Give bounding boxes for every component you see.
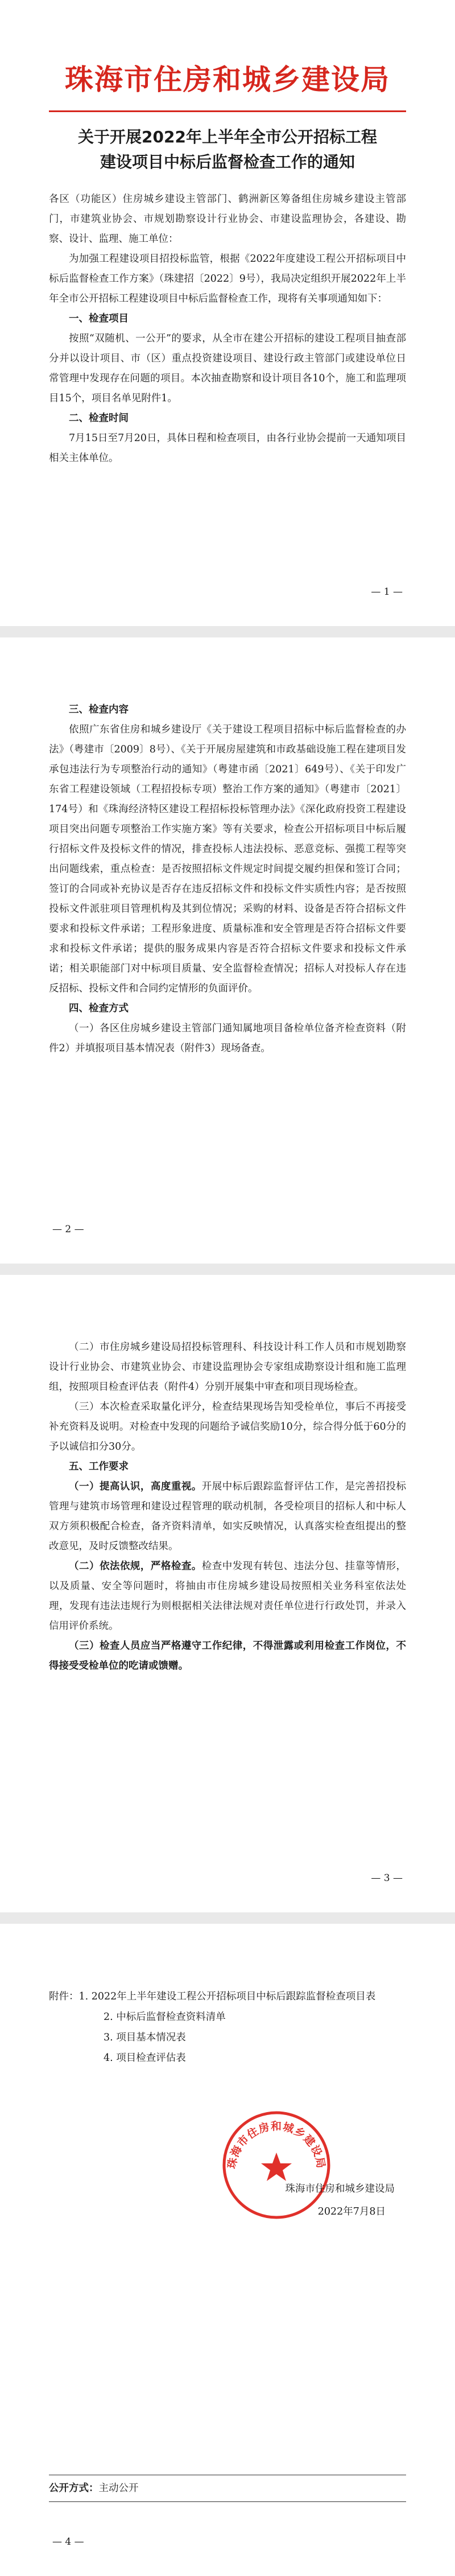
attachment-item-4[interactable]: 4. 项目检查评估表: [104, 2052, 186, 2064]
section-5-lead-1: （一）提高认识，高度重视。: [69, 1481, 202, 1492]
attachment-item-2[interactable]: 2. 中标后监督检查资料清单: [104, 2011, 226, 2023]
svg-text:珠海市住房和城乡建设局: 珠海市住房和城乡建设局: [225, 2120, 328, 2170]
section-heading-1: 一、检查项目: [69, 313, 129, 324]
section-5-lead-3: （三）检查人员应当严格遵守工作纪律，不得泄露或利用检查工作岗位，不得接受受检单位的吃请或馈赠。: [49, 1640, 406, 1672]
disclosure-value: 主动公开: [98, 2483, 139, 2494]
page-number-3: — 3 —: [371, 1873, 403, 1884]
disclosure-label: 公开方式：: [49, 2483, 99, 2494]
signing-organization: 珠海市住房和城乡建设局: [285, 2183, 395, 2195]
header-red-rule: [49, 110, 406, 112]
attachments-list: [49, 1986, 406, 2068]
section-5-text-1: 开展中标后跟踪监督评估工作，是完善招投标管理与建筑市场管理和建设过程管理的联动机制，各受检项目的招标人和中标人双方须积极配合检查，备齐资料清单，如实反映情况，认真落实检查组提出的整改意见，及时反馈整改结果。: [49, 1481, 406, 1552]
document-title: [49, 125, 406, 175]
page-4: [0, 1924, 455, 2576]
recipients-paragraph: 各区（功能区）住房城乡建设主管部门、鹤洲新区筹备组住房城乡建设主管部门，市建筑业协会、市规划勘察设计行业协会、市建设监理协会，各建设、勘察、设计、监理、施工单位：: [49, 194, 406, 245]
section-2-paragraph: 7月15日至7月20日，具体日程和检查项目，由各行业协会提前一天通知项目相关主体单位。: [49, 433, 406, 464]
page-2: [0, 637, 455, 1264]
agency-header-title: 珠海市住房和城乡建设局: [65, 63, 390, 96]
page-3: [0, 1275, 455, 1912]
attachment-item-3[interactable]: 3. 项目基本情况表: [104, 2032, 186, 2043]
section-3-paragraph: 依照广东省住房和城乡建设厅《关于建设工程项目招标中标后监督检查的办法》（粤建市〔2009〕8号）、《关于开展房屋建筑和市政基础设施工程在建项目发承包违法行为专项整治行动的通知》（粤建市函〔2021〕649号）、《关于印发广东省工程建设领域（工程招投标专项）整治工作方案的通知》（粤建市〔2021〕174号）和《珠海经济特区建设工程招标投标管理办法》《深化政府投资工程建设项目突出问题专项整治工作实施方案》等有关要求，检查公开招标项目中标后履行招标文件及投标文件的情况，排查投标人违法投标、恶意竞标、强揽工程等突出问题线索，重点检查：是否按照招标文件规定时间提交履约担保和签订合同；签订的合同或补充协议是否存在违反招标文件和投标文件实质性内容；是否按照投标文件派驻项目管理机构及其到位情况；采购的材料、设备是否符合招标文件要求和投标文件承诺；工程形象进度、质量标准和安全管理是否符合招标文件要求和投标文件承诺；提供的服务成果内容是否符合招标文件要求和投标文件承诺；相关职能部门对中标项目质量、安全监督检查情况；招标人对投标人存在违反招标、投标文件和合同约定情形的负面评价。: [49, 724, 406, 994]
section-heading-3: 三、检查内容: [69, 704, 129, 715]
section-heading-2: 二、检查时间: [69, 413, 129, 424]
section-5-paragraph-3: [49, 1636, 406, 1676]
document-title-line-2: 建设项目中标后监督检查工作的通知: [100, 153, 355, 171]
page-number-2: — 2 —: [52, 1224, 84, 1235]
signing-date: 2022年7月8日: [317, 2206, 386, 2217]
disclosure-line: [49, 2475, 406, 2501]
signature-block: [49, 2108, 406, 2239]
document-title-line-1: 关于开展2022年上半年全市公开招标工程: [78, 127, 377, 146]
section-heading-5: 五、工作要求: [69, 1461, 129, 1472]
attachment-item-1[interactable]: 附件：1. 2022年上半年建设工程公开招标项目中标后跟踪监督检查项目表: [49, 1991, 376, 2002]
section-5-lead-2: （二）依法依规，严格检查。: [69, 1561, 202, 1572]
section-4-paragraph-3: （三）本次检查采取量化评分，检查结果现场告知受检单位，事后不再接受补充资料及说明。对检查中发现的问题给予诚信奖励10分，综合得分低于60分的予以诚信扣分30分。: [49, 1401, 406, 1452]
attachments-label: 附件：: [49, 1991, 79, 2002]
disclosure-bottom-rule: [49, 2501, 406, 2502]
intro-paragraph: 为加强工程建设项目招投标监管，根据《2022年度建设工程公开招标项目中标后监督检查工作方案》（珠建招〔2022〕9号），我局决定组织开展2022年上半年全市公开招标工程建设项目中标后监督检查工作，现将有关事项通知如下：: [49, 253, 406, 304]
disclosure-block: [49, 2475, 406, 2502]
section-5-paragraph-1: [49, 1477, 406, 1557]
section-5-text-2: 检查中发现有转包、违法分包、挂靠等情形，以及质量、安全等问题时，将抽由市住房城乡建设局按照相关业务科室依法处理，发现有违法违规行为则根据相关法律法规对责任单位进行行政处罚，并录入信用评价系统。: [49, 1561, 406, 1632]
official-seal-icon: [220, 2108, 333, 2222]
section-5-paragraph-2: [49, 1557, 406, 1636]
section-4-paragraph-2: （二）市住房城乡建设局招投标管理科、科技设计科工作人员和市规划勘察设计行业协会、市建筑业协会、市建设监理协会专家组成勘察设计组和施工监理组，按照项目检查评估表（附件4）分别开展集中审查和项目现场检查。: [49, 1342, 406, 1393]
section-heading-4: 四、检查方式: [69, 1003, 129, 1014]
section-4-paragraph-1: （一）各区住房城乡建设主管部门通知属地项目备检单位备齐检查资料（附件2）并填报项目基本情况表（附件3）现场备查。: [49, 1023, 406, 1054]
section-1-paragraph: 按照“双随机、一公开”的要求，从全市在建公开招标的建设工程项目抽查部分并以设计项目、市（区）重点投资建设项目、建设行政主管部门或建设单位日常管理中发现存在问题的项目。本次抽查勘察和设计项目各10个，施工和监理项目15个，项目名单见附件1。: [49, 333, 406, 404]
page-number-4: — 4 —: [52, 2536, 84, 2548]
page-1: [0, 0, 455, 626]
page-number-1: — 1 —: [371, 586, 403, 598]
